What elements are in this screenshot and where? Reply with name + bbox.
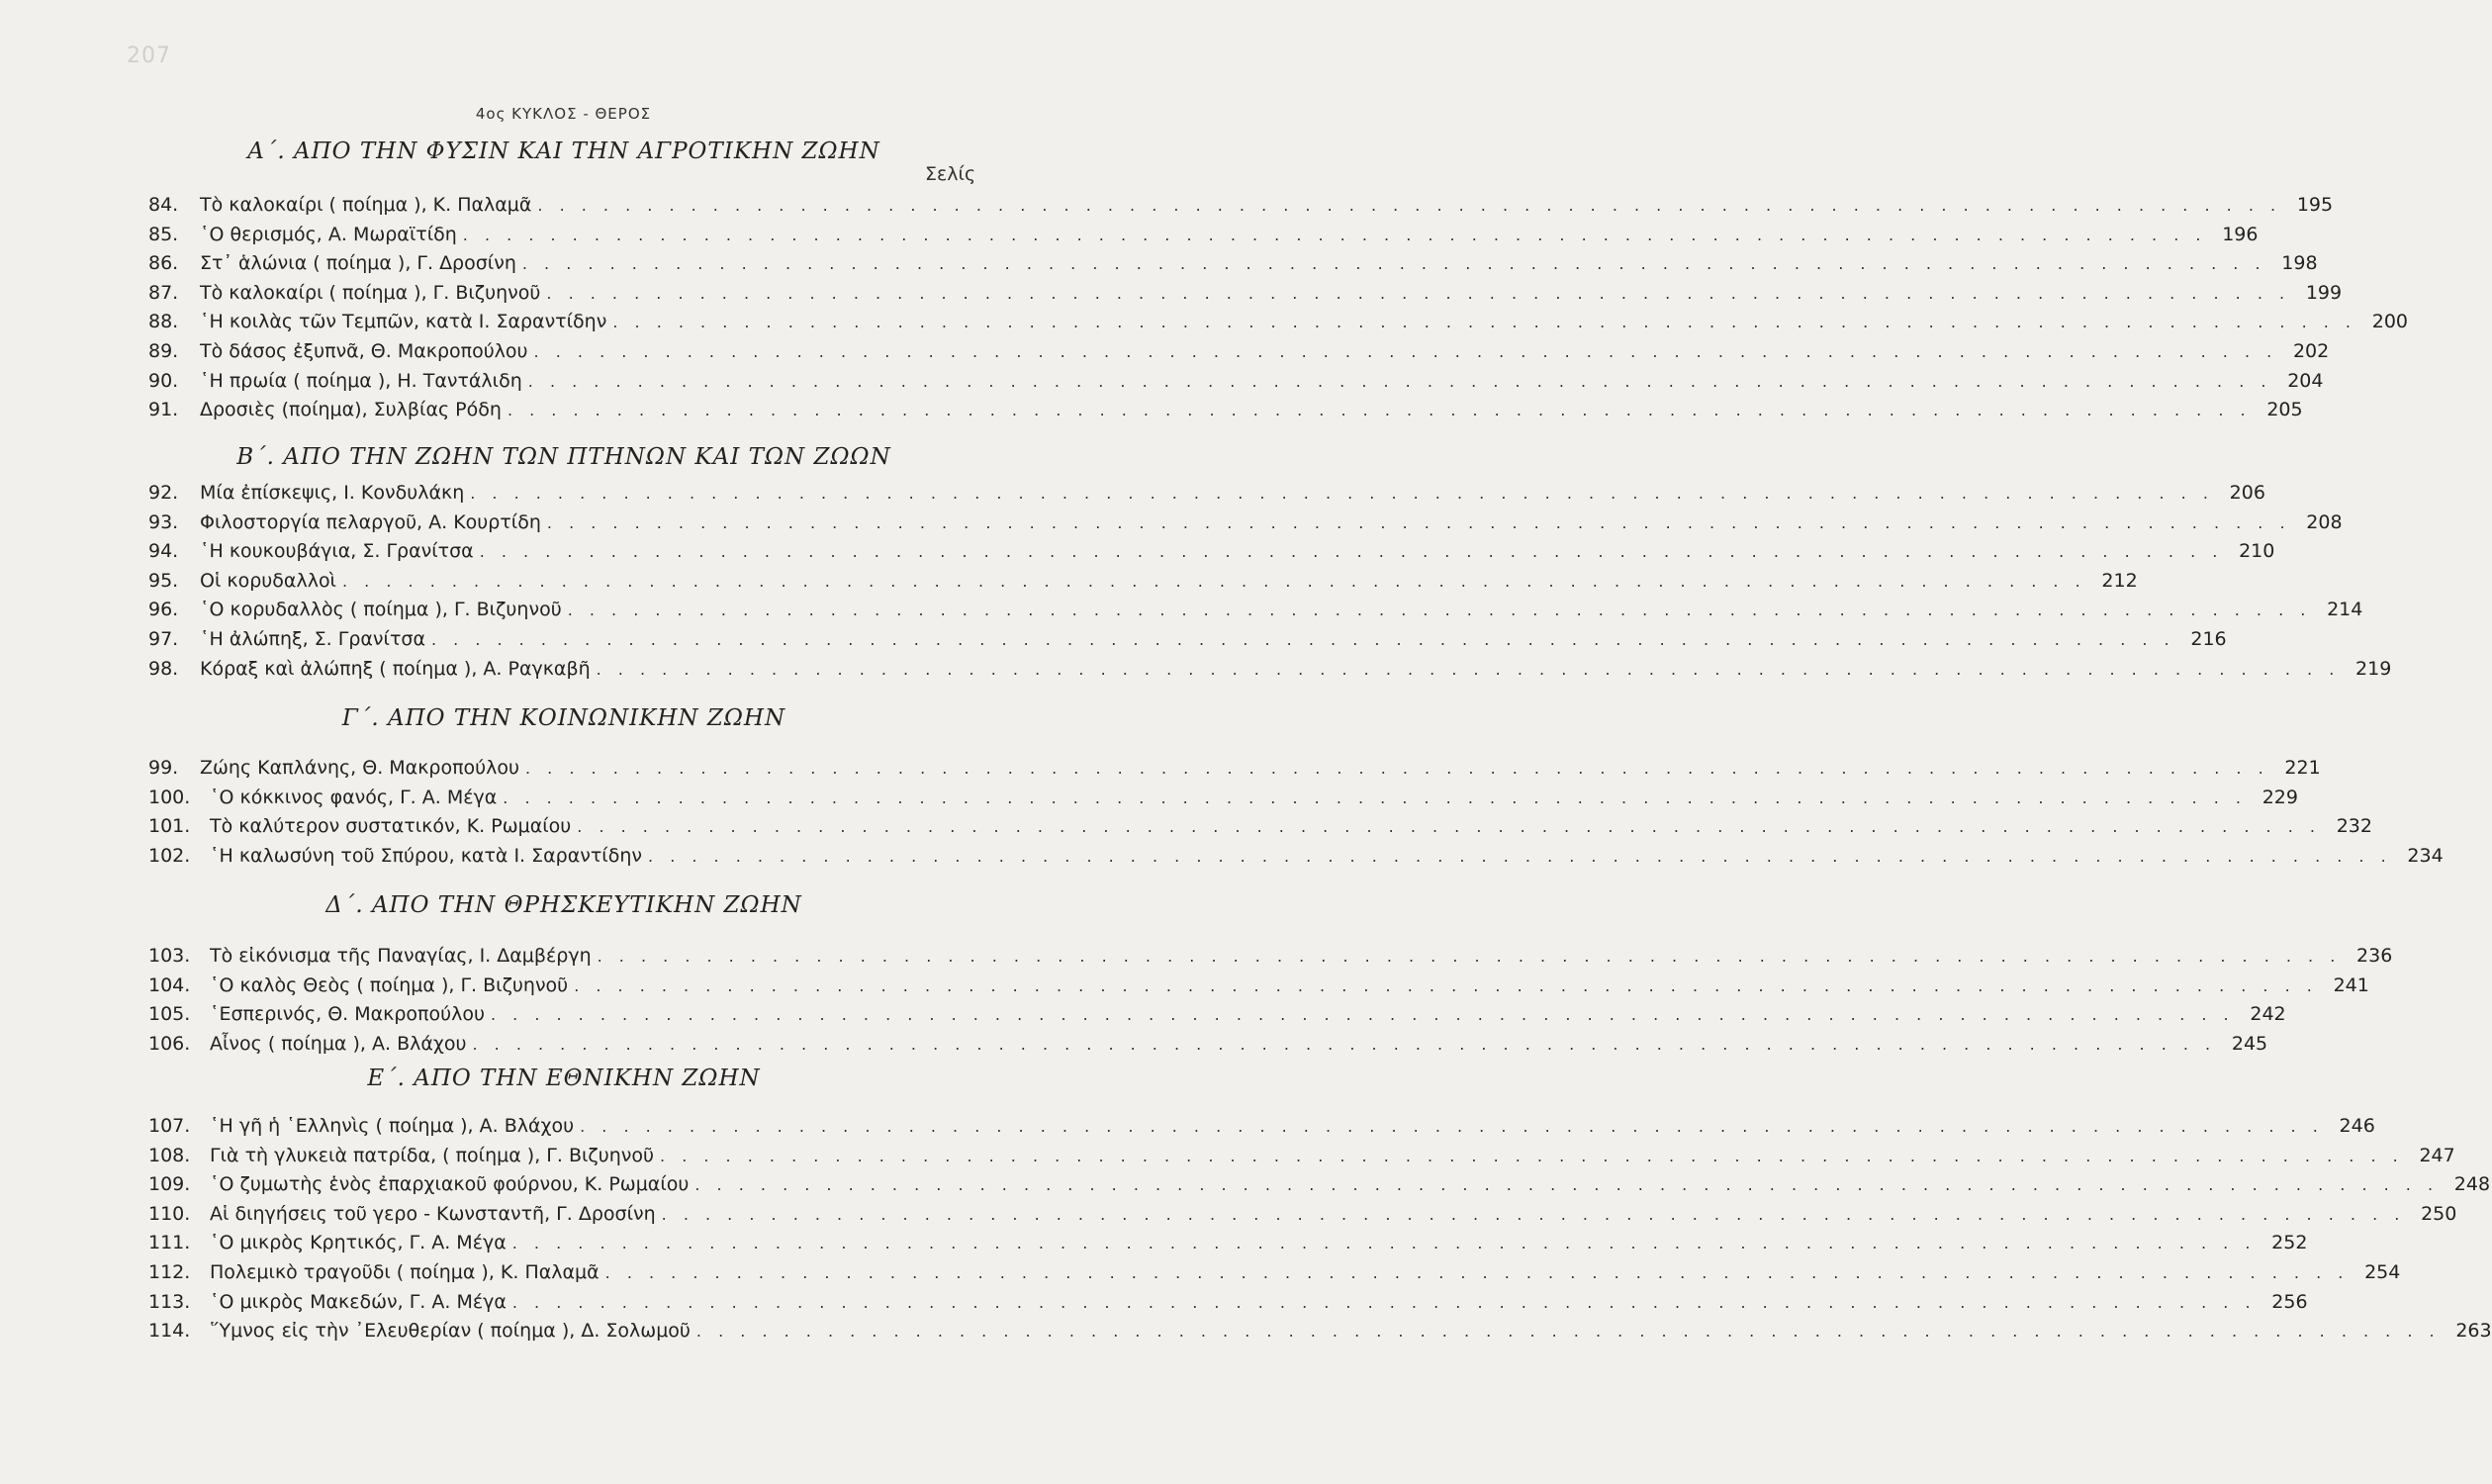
entry-page: 210 (2239, 540, 2275, 563)
entry-page: 254 (2364, 1261, 2401, 1283)
entry-title: Τὸ εἰκόνισμα τῆς Παναγίας, Ι. Δαμβέργη (210, 945, 592, 967)
toc-entry (148, 396, 2303, 423)
toc-entry (148, 1200, 2457, 1228)
entry-page: 245 (2231, 1032, 2268, 1055)
entry-number: 114. (148, 1320, 191, 1343)
dot-leader: . . . . . . . . . . . . . . . . . . . . . . . . . . . . . . . . . . . . . . . . . . . . . . . . . . . . . . . . . . . . . . . . . . . . . . . . . . . . . . . . (580, 1117, 2324, 1136)
entry-number: 91. (148, 399, 179, 421)
toc-entry (148, 1229, 2308, 1256)
entry-page: 234 (2407, 844, 2444, 867)
toc-entry (148, 942, 2393, 970)
dot-leader: . . . . . . . . . . . . . . . . . . . . . . . . . . . . . . . . . . . . . . . . . . . . . . . . . . . . . . . . . . . . . . . . . . . . . . . . . . . . . . . . (546, 512, 2291, 532)
entry-number: 89. (148, 340, 179, 362)
entry-number: 112. (148, 1261, 191, 1283)
section-title: Ε΄. ΑΠΟ ΤΗΝ ΕΘΝΙΚΗΝ ΖΩΗΝ (367, 1066, 761, 1091)
section-title: Δ΄. ΑΠΟ ΤΗΝ ΘΡΗΣΚΕΥΤΙΚΗΝ ΖΩΗΝ (325, 892, 802, 918)
entry-page: 229 (2261, 786, 2298, 808)
entry-number: 100. (148, 786, 191, 808)
toc-entry (148, 1030, 2268, 1058)
entry-page: 221 (2284, 757, 2321, 779)
entry-title: Τὸ καλοκαίρι ( ποίημα ), Κ. Παλαμᾶ (200, 194, 532, 216)
entry-number: 97. (148, 628, 179, 650)
entry-title: ῾Εσπερινός, Θ. Μακροπούλου (210, 1003, 485, 1026)
entry-number: 99. (148, 757, 179, 779)
entry-number: 96. (148, 599, 179, 621)
dot-leader: . . . . . . . . . . . . . . . . . . . . . . . . . . . . . . . . . . . . . . . . . . . . . . . . . . . . . . . . . . . . . . . . . . . . . . . . . . . . . . . . (479, 542, 2224, 562)
toc-entry (148, 537, 2275, 565)
dot-leader: . . . . . . . . . . . . . . . . . . . . . . . . . . . . . . . . . . . . . . . . . . . . . . . . . . . . . . . . . . . . . . . . . . . . . . . . . . . . . . . . (661, 1204, 2406, 1224)
entry-page: 206 (2229, 482, 2265, 504)
dot-leader: . . . . . . . . . . . . . . . . . . . . . . . . . . . . . . . . . . . . . . . . . . . . . . . . . . . . . . . . . . . . . . . . . . . . . . . . . . . . . . . . (648, 846, 2392, 866)
dot-leader: . . . . . . . . . . . . . . . . . . . . . . . . . . . . . . . . . . . . . . . . . . . . . . . . . . . . . . . . . . . . . . . . . . . . . . . . . . . . . . . . (507, 401, 2252, 420)
entry-title: Ζώης Καπλάνης, Θ. Μακροπούλου (200, 757, 519, 779)
entry-page: 256 (2271, 1290, 2308, 1313)
page-column-label: Σελίς (925, 163, 976, 185)
section-title: Α΄. ΑΠΟ ΤΗΝ ΦΥΣΙΝ ΚΑΙ ΤΗΝ ΑΓΡΟΤΙΚΗΝ ΖΩΗΝ (247, 139, 880, 164)
entry-title: ῾Η γῆ ἡ ῾Ελληνὶς ( ποίημα ), Α. Βλάχου (210, 1115, 575, 1137)
entry-number: 113. (148, 1290, 191, 1313)
dot-leader: . . . . . . . . . . . . . . . . . . . . . . . . . . . . . . . . . . . . . . . . . . . . . . . . . . . . . . . . . . . . . . . . . . . . . . . . . . . . . . . . (511, 1234, 2257, 1253)
entry-page: 252 (2271, 1232, 2308, 1254)
entry-number: 111. (148, 1232, 191, 1254)
entry-number: 92. (148, 482, 179, 504)
dot-leader: . . . . . . . . . . . . . . . . . . . . . . . . . . . . . . . . . . . . . . . . . . . . . . . . . . . . . . . . . . . . . . . . . . . . . . . . . . . . . . . . (577, 817, 2321, 837)
toc-entry (148, 191, 2334, 219)
dot-leader: . . . . . . . . . . . . . . . . . . . . . . . . . . . . . . . . . . . . . . . . . . . . . . . . . . . . . . . . . . . . . . . . . . . . . . . . . . . . . . . . (470, 484, 2214, 503)
toc-entry (148, 279, 2343, 307)
entry-page: 205 (2266, 399, 2303, 421)
toc-entry (148, 221, 2259, 248)
dot-leader: . . . . . . . . . . . . . . . . . . . . . . . . . . . . . . . . . . . . . . . . . . . . . . . . . . . . . . . . . . . . . . . . . . . . . . . . . . . . . . . . (525, 759, 2269, 778)
toc-entry (148, 1000, 2286, 1028)
dot-leader: . . . . . . . . . . . . . . . . . . . . . . . . . . . . . . . . . . . . . . . . . . . . . . . . . . . . . . . . . . . . . . . . . . . . . . . . . . . . . . . . (567, 601, 2312, 620)
toc-entry (148, 1317, 2492, 1345)
dot-leader: . . . . . . . . . . . . . . . . . . . . . . . . . . . . . . . . . . . . . . . . . . . . . . . . . . . . . . . . . . . . . . . . . . . . . . . . . . . . . . . . (546, 283, 2291, 303)
entry-title: ῾Η ἀλώπηξ, Σ. Γρανίτσα (200, 628, 425, 650)
dot-leader: . . . . . . . . . . . . . . . . . . . . . . . . . . . . . . . . . . . . . . . . . . . . . . . . . . . . . . . . . . . . . . . . . . . . . . . . . . . . . . . . (694, 1175, 2440, 1195)
entry-title: Πολεμικὸ τραγοῦδι ( ποίημα ), Κ. Παλαμᾶ (210, 1261, 600, 1283)
toc-entry (148, 784, 2298, 811)
dot-leader: . . . . . . . . . . . . . . . . . . . . . . . . . . . . . . . . . . . . . . . . . . . . . . . . . . . . . . . . . . . . . . . . . . . . . . . . . . . . . . . . (462, 225, 2207, 244)
toc-entry (148, 596, 2363, 623)
entry-title: ῾Ο ζυμωτὴς ἑνὸς ἐπαρχιακοῦ φούρνου, Κ. Ρωμαίου (210, 1173, 690, 1196)
entry-page: 263 (2455, 1320, 2492, 1343)
entry-title: ῾Ο κορυδαλλὸς ( ποίημα ), Γ. Βιζυηνοῦ (200, 599, 562, 621)
entry-page: 216 (2190, 628, 2227, 650)
toc-entry (148, 625, 2227, 653)
toc-entry (148, 337, 2330, 365)
entry-number: 103. (148, 945, 191, 967)
entry-number: 98. (148, 657, 179, 680)
toc-entry (148, 812, 2372, 840)
entry-page: 232 (2336, 815, 2372, 838)
dot-leader: . . . . . . . . . . . . . . . . . . . . . . . . . . . . . . . . . . . . . . . . . . . . . . . . . . . . . . . . . . . . . . . . . . . . . . . . . . . . . . . . (537, 196, 2282, 215)
dot-leader: . . . . . . . . . . . . . . . . . . . . . . . . . . . . . . . . . . . . . . . . . . . . . . . . . . . . . . . . . . . . . . . . . . . . . . . . . . . . . . . . (660, 1146, 2404, 1165)
dot-leader: . . . . . . . . . . . . . . . . . . . . . . . . . . . . . . . . . . . . . . . . . . . . . . . . . . . . . . . . . . . . . . . . . . . . . . . . . . . . . . . . (472, 1034, 2217, 1054)
entry-page: 204 (2287, 369, 2324, 392)
toc-entry (148, 479, 2265, 507)
toc-entry (148, 367, 2324, 395)
entry-page: 247 (2419, 1144, 2455, 1166)
section-title: Γ΄. ΑΠΟ ΤΗΝ ΚΟΙΝΩΝΙΚΗΝ ΖΩΗΝ (341, 705, 786, 731)
entry-title: Γιὰ τὴ γλυκειὰ πατρίδα, ( ποίημα ), Γ. Βιζυηνοῦ (210, 1144, 655, 1166)
entry-title: ῾Ο καλὸς Θεὸς ( ποίημα ), Γ. Βιζυηνοῦ (210, 974, 569, 996)
entry-page: 196 (2222, 223, 2259, 245)
entry-number: 101. (148, 815, 191, 838)
entry-page: 208 (2306, 510, 2343, 533)
entry-number: 88. (148, 311, 179, 333)
entry-title: Δροσιὲς (ποίημα), Συλβίας Ρόδη (200, 399, 502, 421)
entry-number: 85. (148, 223, 179, 245)
entry-title: Μία ἐπίσκεψις, Ι. Κονδυλάκη (200, 482, 465, 504)
dot-leader: . . . . . . . . . . . . . . . . . . . . . . . . . . . . . . . . . . . . . . . . . . . . . . . . . . . . . . . . . . . . . . . . . . . . . . . . . . . . . . . . (604, 1263, 2350, 1282)
page-number: 207 (127, 44, 171, 68)
dot-leader: . . . . . . . . . . . . . . . . . . . . . . . . . . . . . . . . . . . . . . . . . . . . . . . . . . . . . . . . . . . . . . . . . . . . . . . . . . . . . . . . (533, 342, 2278, 361)
running-head: 4ος ΚΥΚΛΟΣ - ΘΕΡΟΣ (475, 105, 652, 123)
toc-entry (148, 509, 2343, 536)
entry-number: 105. (148, 1003, 191, 1026)
entry-number: 93. (148, 510, 179, 533)
entry-page: 199 (2305, 281, 2343, 304)
dot-leader: . . . . . . . . . . . . . . . . . . . . . . . . . . . . . . . . . . . . . . . . . . . . . . . . . . . . . . . . . . . . . . . . . . . . . . . . . . . . . . . . (597, 947, 2342, 966)
entry-number: 95. (148, 569, 179, 592)
entry-page: 198 (2281, 252, 2318, 275)
entry-title: ῞Υμνος εἰς τὴν ᾿Ελευθερίαν ( ποίημα ), Δ. Σολωμοῦ (210, 1320, 691, 1343)
toc-entry (148, 655, 2392, 683)
toc-entry (148, 1170, 2491, 1198)
entry-page: 219 (2355, 657, 2392, 680)
entry-page: 250 (2421, 1202, 2457, 1225)
entry-number: 108. (148, 1144, 191, 1166)
toc-entry (148, 1258, 2401, 1286)
entry-page: 214 (2327, 599, 2363, 621)
entry-title: Φιλοστοργία πελαργοῦ, Α. Κουρτίδη (200, 510, 541, 533)
entry-title: Αἶνος ( ποίημα ), Α. Βλάχου (210, 1032, 467, 1055)
dot-leader: . . . . . . . . . . . . . . . . . . . . . . . . . . . . . . . . . . . . . . . . . . . . . . . . . . . . . . . . . . . . . . . . . . . . . . . . . . . . . . . . (574, 975, 2318, 995)
dot-leader: . . . . . . . . . . . . . . . . . . . . . . . . . . . . . . . . . . . . . . . . . . . . . . . . . . . . . . . . . . . . . . . . . . . . . . . . . . . . . . . . (430, 630, 2175, 649)
toc-entry (148, 842, 2444, 870)
entry-title: ῾Ο θερισμός, Α. Μωραϊτίδη (200, 223, 457, 245)
entry-page: 236 (2356, 945, 2393, 967)
entry-title: ῾Ο μικρὸς Μακεδών, Γ. Α. Μέγα (210, 1290, 507, 1313)
dot-leader: . . . . . . . . . . . . . . . . . . . . . . . . . . . . . . . . . . . . . . . . . . . . . . . . . . . . . . . . . . . . . . . . . . . . . . . . . . . . . . . . (521, 254, 2266, 274)
entry-number: 87. (148, 281, 179, 304)
toc-entry (148, 754, 2321, 782)
entry-number: 102. (148, 844, 191, 867)
dot-leader: . . . . . . . . . . . . . . . . . . . . . . . . . . . . . . . . . . . . . . . . . . . . . . . . . . . . . . . . . . . . . . . . . . . . . . . . . . . . . . . . (695, 1322, 2441, 1342)
entry-title: ῾Η κουκουβάγια, Σ. Γρανίτσα (200, 540, 474, 563)
dot-leader: . . . . . . . . . . . . . . . . . . . . . . . . . . . . . . . . . . . . . . . . . . . . . . . . . . . . . . . . . . . . . . . . . . . . . . . . . . . . . . . . (596, 659, 2341, 679)
dot-leader: . . . . . . . . . . . . . . . . . . . . . . . . . . . . . . . . . . . . . . . . . . . . . . . . . . . . . . . . . . . . . . . . . . . . . . . . . . . . . . . . (342, 571, 2086, 591)
entry-title: Τὸ καλύτερον συστατικόν, Κ. Ρωμαίου (210, 815, 572, 838)
entry-number: 109. (148, 1173, 191, 1196)
entry-title: Στ᾿ ἁλώνια ( ποίημα ), Γ. Δροσίνη (200, 252, 516, 275)
entry-title: Αἱ διηγήσεις τοῦ γερο - Κωνσταντῆ, Γ. Δροσίνη (210, 1202, 656, 1225)
dot-leader: . . . . . . . . . . . . . . . . . . . . . . . . . . . . . . . . . . . . . . . . . . . . . . . . . . . . . . . . . . . . . . . . . . . . . . . . . . . . . . . . (503, 788, 2247, 807)
entry-page: 242 (2250, 1003, 2286, 1026)
entry-number: 90. (148, 369, 179, 392)
toc-entry (148, 972, 2369, 999)
entry-title: ῾Ο κόκκινος φανός, Γ. Α. Μέγα (210, 786, 498, 808)
entry-page: 195 (2296, 194, 2334, 216)
section-title: Β΄. ΑΠΟ ΤΗΝ ΖΩΗΝ ΤΩΝ ΠΤΗΝΩΝ ΚΑΙ ΤΩΝ ΖΩΩΝ (236, 444, 891, 470)
entry-title: Κόραξ καὶ ἀλώπηξ ( ποίημα ), Α. Ραγκαβῆ (200, 657, 591, 680)
entry-title: ῾Ο μικρὸς Κρητικός, Γ. Α. Μέγα (210, 1232, 507, 1254)
toc-entry (148, 1112, 2375, 1140)
entry-number: 106. (148, 1032, 191, 1055)
dot-leader: . . . . . . . . . . . . . . . . . . . . . . . . . . . . . . . . . . . . . . . . . . . . . . . . . . . . . . . . . . . . . . . . . . . . . . . . . . . . . . . . (527, 371, 2272, 391)
entry-title: Οἱ κορυδαλλοὶ (200, 569, 336, 592)
dot-leader: . . . . . . . . . . . . . . . . . . . . . . . . . . . . . . . . . . . . . . . . . . . . . . . . . . . . . . . . . . . . . . . . . . . . . . . . . . . . . . . . (490, 1005, 2235, 1025)
entry-page: 241 (2333, 974, 2369, 996)
dot-leader: . . . . . . . . . . . . . . . . . . . . . . . . . . . . . . . . . . . . . . . . . . . . . . . . . . . . . . . . . . . . . . . . . . . . . . . . . . . . . . . . (612, 313, 2357, 332)
entry-title: ῾Η κοιλὰς τῶν Τεμπῶν, κατὰ Ι. Σαραντίδην (200, 311, 607, 333)
toc-entry (148, 1288, 2308, 1316)
toc-entry (148, 1142, 2455, 1169)
entry-number: 86. (148, 252, 179, 275)
entry-page: 246 (2339, 1115, 2375, 1137)
entry-title: Τὸ δάσος ἐξυπνᾶ, Θ. Μακροπούλου (200, 340, 528, 362)
toc-entry (148, 249, 2318, 277)
entry-number: 84. (148, 194, 179, 216)
toc-entry (148, 308, 2409, 335)
entry-number: 110. (148, 1202, 191, 1225)
entry-title: ῾Η πρωία ( ποίημα ), Η. Ταντάλιδη (200, 369, 522, 392)
entry-title: Τὸ καλοκαίρι ( ποίημα ), Γ. Βιζυηνοῦ (200, 281, 541, 304)
dot-leader: . . . . . . . . . . . . . . . . . . . . . . . . . . . . . . . . . . . . . . . . . . . . . . . . . . . . . . . . . . . . . . . . . . . . . . . . . . . . . . . . (511, 1292, 2257, 1312)
entry-page: 200 (2371, 311, 2409, 333)
toc-entry (148, 567, 2138, 595)
entry-page: 202 (2292, 340, 2330, 362)
entry-number: 107. (148, 1115, 191, 1137)
entry-number: 94. (148, 540, 179, 563)
entry-number: 104. (148, 974, 191, 996)
entry-title: ῾Η καλωσύνη τοῦ Σπύρου, κατὰ Ι. Σαραντίδην (210, 844, 643, 867)
entry-page: 212 (2101, 569, 2138, 592)
entry-page: 248 (2453, 1173, 2491, 1196)
